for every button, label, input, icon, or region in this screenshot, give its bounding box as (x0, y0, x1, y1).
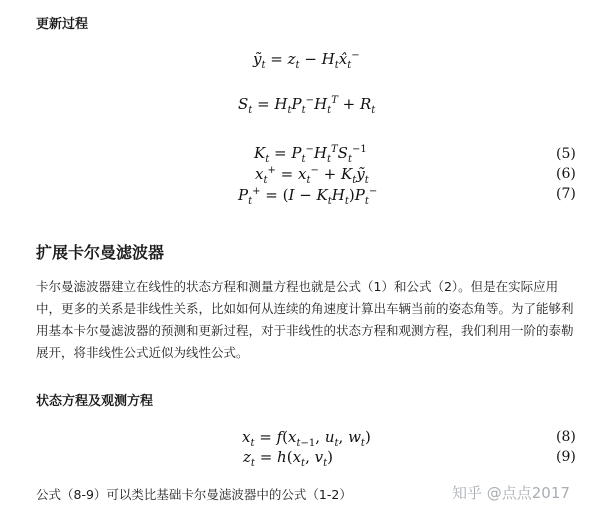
paragraph-line: 中，更多的关系是非线性关系，比如如何从连续的角速度计算出车辆当前的姿态角等。为了能够利 (36, 301, 574, 316)
paragraph-line: 展开，将非线性公式近似为线性公式。 (36, 345, 249, 360)
equation-number: (5) (556, 146, 576, 162)
equation-state-update: $x_t^+ = x_t^-$ + $K_tỹ_t$ (255, 165, 369, 186)
ekf-paragraph (36, 276, 591, 364)
equation-innovation: ỹ$_t$ = $z_t$ − $H_tx̂_t^-$ (253, 50, 360, 71)
paragraph-line: 用基本卡尔曼滤波器的预测和更新过程，对于非线性的状态方程和观测方程，我们利用一阶的泰勒 (36, 323, 574, 338)
paragraph-line: 卡尔曼滤波器建立在线性的状态方程和测量方程也就是公式（1）和公式（2）。但是在实际应用 (36, 279, 559, 294)
equation-number: (7) (556, 186, 576, 202)
equation-state-transition: $x_t = f(x_{t-1}$, $u_t$, $w_t$) (242, 428, 371, 449)
equation-number: (6) (556, 166, 576, 182)
section-heading-ekf: 扩展卡尔曼滤波器 (36, 243, 165, 262)
equation-kalman-gain: $K_t = P_t^-H_t^TS_t^{-1}$ (254, 144, 367, 165)
footer-text: 公式（8-9）可以类比基础卡尔曼滤波器中的公式（1-2） (36, 487, 352, 502)
section-heading-state-observation: 状态方程及观测方程 (36, 394, 154, 409)
equation-innovation-covariance: $S_t = H_tP_t^-H_t^T + R_t$ (238, 95, 376, 116)
section-heading-update: 更新过程 (36, 17, 89, 32)
equation-observation: $z_t = h(x_t$, $v_t$) (243, 448, 333, 469)
equation-covariance-update: $P_t^+ = (I - K_tH_t)P_t^-$ (238, 186, 378, 207)
equation-number: (8) (556, 429, 576, 445)
equation-number: (9) (556, 449, 576, 465)
watermark: 知乎 @点点2017 (452, 484, 570, 502)
